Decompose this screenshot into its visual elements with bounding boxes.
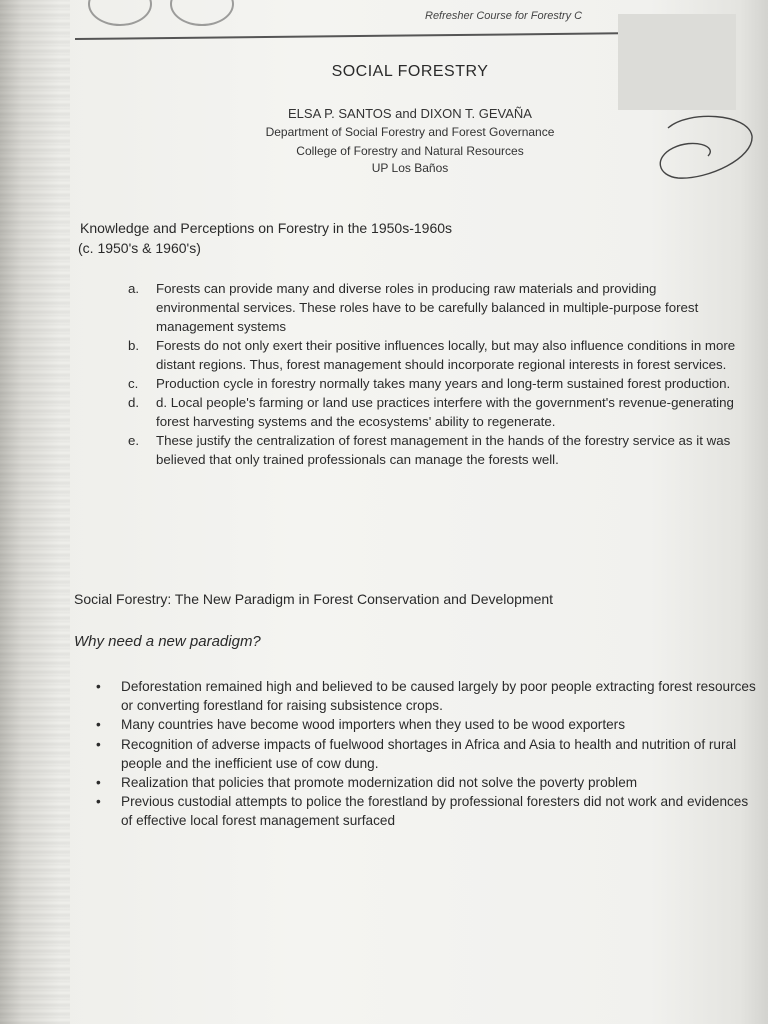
- section-heading-knowledge: Knowledge and Perceptions on Forestry in the 1950s-1960s: [80, 220, 453, 236]
- running-head: Refresher Course for Forestry C: [425, 10, 583, 22]
- scan-edge-shadow: [0, 0, 70, 1024]
- bullet: •: [96, 794, 101, 810]
- list-item: [126, 393, 741, 431]
- list-item: [94, 715, 764, 734]
- list-item-text: d. Local people's farming or land use practices interfere with the government's revenue-generating forest harvesting systems and the ecosystems' ability to regenerate.: [156, 395, 734, 429]
- bullet: •: [96, 717, 101, 733]
- document-title: SOCIAL FORESTRY: [331, 63, 489, 80]
- university-seal-icon: [88, 0, 152, 26]
- list-marker: a.: [128, 281, 140, 296]
- list-item: [126, 431, 741, 469]
- list-item-text: Forests do not only exert their positive influences locally, but may also influence conditions in more distant regions. Thus, forest management should incorporate regional interests in forest services.: [156, 338, 736, 372]
- list-marker: d.: [128, 395, 140, 410]
- list-item-text: Production cycle in forestry normally takes many years and long-term sustained forest production.: [156, 376, 731, 391]
- bullet: •: [96, 679, 101, 694]
- bullet: •: [96, 736, 101, 752]
- list-item: [94, 677, 764, 715]
- list-item: [126, 336, 741, 374]
- list-item: [126, 279, 741, 336]
- list-item-text: Deforestation remained high and believed to be caused largely by poor people extracting forest resources or converting forestland for raising subsistence crops.: [121, 679, 756, 714]
- list-item-text: Realization that policies that promote modernization did not solve the poverty problem: [121, 775, 638, 791]
- bullet: •: [96, 775, 101, 791]
- section-heading-new-paradigm: Social Forestry: The New Paradigm in Forest Conservation and Development: [74, 591, 554, 607]
- page-header: [70, 0, 630, 52]
- list-item: [94, 792, 764, 830]
- list-item-text: Forests can provide many and diverse roles in producing raw materials and providing environmental services. These roles have to be carefully balanced in multiple-purpose forest management systems: [156, 281, 699, 334]
- scan-smudge: [618, 14, 736, 110]
- authors-line: ELSA P. SANTOS and DIXON T. GEVAÑA: [288, 106, 532, 121]
- list-item: [94, 773, 764, 792]
- list-item: [126, 374, 741, 393]
- subheading-why-new-paradigm: Why need a new paradigm?: [74, 633, 261, 650]
- list-item-text: Recognition of adverse impacts of fuelwood shortages in Africa and Asia to health and nutrition of rural people and the inefficient use of cow dung.: [121, 736, 737, 771]
- list-marker: b.: [128, 338, 140, 353]
- college-seal-icon: [170, 0, 234, 26]
- university-line: UP Los Baños: [371, 161, 449, 175]
- list-item: [94, 735, 764, 773]
- reasons-list: [94, 677, 764, 831]
- list-marker: c.: [128, 376, 139, 391]
- list-item-text: These justify the centralization of forest management in the hands of the forestry service as it was believed that only trained professionals can manage the forests well.: [156, 433, 731, 467]
- list-marker: e.: [128, 433, 140, 448]
- section-heading-period: (c. 1950's & 1960's): [78, 240, 201, 256]
- department-line: Department of Social Forestry and Forest Governance: [265, 125, 555, 139]
- perceptions-list: [126, 279, 741, 469]
- list-item-text: Previous custodial attempts to police the forestland by professional foresters did not work and evidences of effective local forest management surfaced: [121, 794, 749, 829]
- list-item-text: Many countries have become wood importers when they used to be wood exporters: [121, 717, 625, 733]
- college-line: College of Forestry and Natural Resources: [296, 144, 524, 158]
